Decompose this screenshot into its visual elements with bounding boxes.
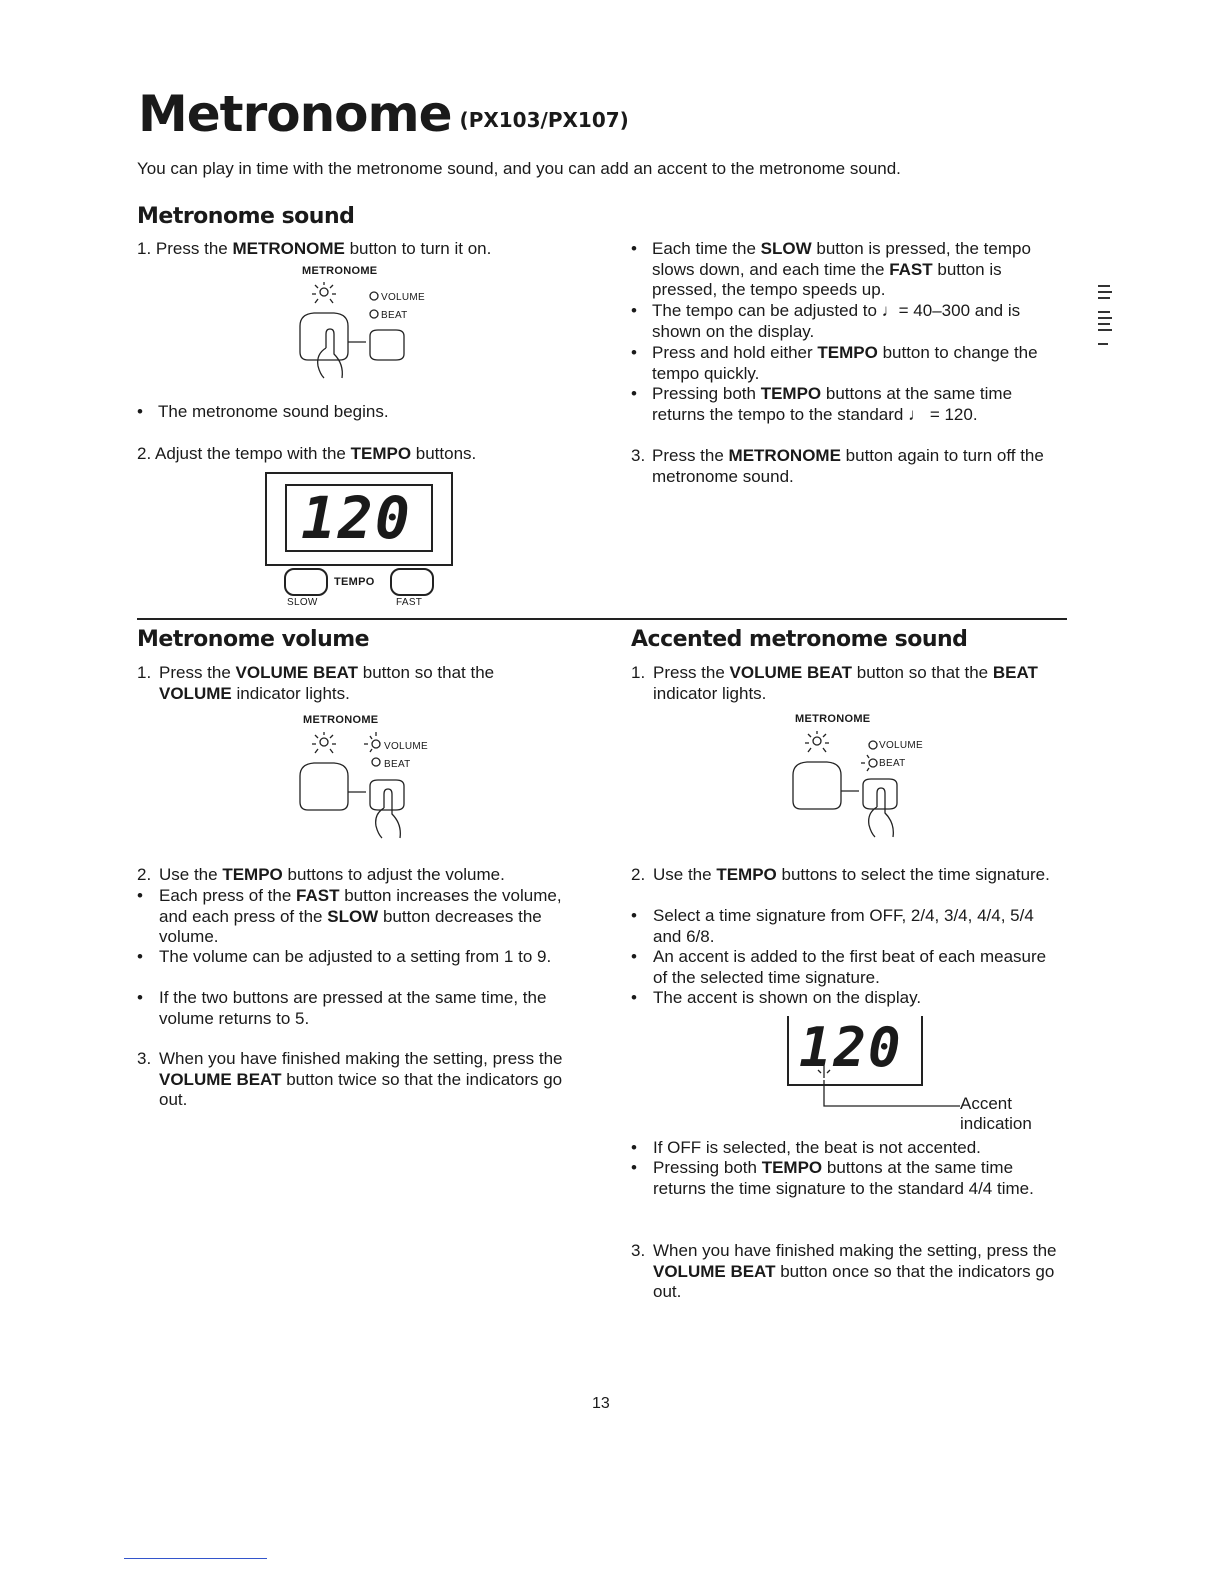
accent-step-1 (631, 663, 1058, 704)
diagram-metronome-label: METRONOME (795, 713, 871, 725)
bullet: • (137, 886, 143, 905)
text: button decreases the volume. (159, 906, 542, 947)
text: button twice so that the indicators go out. (159, 1069, 563, 1110)
sound-bullet-4 (631, 384, 1058, 425)
text: When you have finished making the setting, press the (159, 1049, 563, 1068)
sound-bullet-3 (631, 343, 1058, 384)
bullet-text: The accent is shown on the display. (653, 988, 922, 1007)
text: Press the (159, 663, 236, 682)
step-number: 1. (631, 663, 646, 682)
step-bold: METRONOME (232, 239, 345, 258)
step-text (631, 865, 1058, 886)
text: Press the (653, 663, 730, 682)
diagram-volume-label: VOLUME (384, 741, 429, 752)
bold: VOLUME BEAT (159, 1069, 282, 1089)
text: When you have finished making the setting, press the (653, 1241, 1057, 1260)
step-text (631, 1241, 1058, 1303)
model-numbers: (PX103/PX107) (459, 108, 629, 132)
sound-bullet-1 (631, 239, 1058, 301)
sound-step-1 (137, 239, 577, 260)
text: button so that the (852, 663, 993, 682)
bullet-text: If the two buttons are pressed at the same time, the volume returns to 5. (159, 988, 547, 1028)
step-number: 3. (631, 446, 646, 465)
text: indicator lights. (231, 683, 350, 703)
bullet: • (137, 988, 143, 1007)
title-text: Metronome (138, 85, 452, 143)
bold: FAST (296, 886, 340, 905)
volume-step-2 (137, 865, 564, 886)
text: Pressing both (653, 1158, 762, 1177)
bold: METRONOME (728, 446, 841, 465)
text: Each time the (652, 239, 761, 258)
bullet-text: The volume can be adjusted to a setting from 1 to 9. (159, 947, 552, 966)
bullet: • (631, 301, 637, 320)
bullet: • (631, 239, 637, 258)
text: Press the (652, 446, 729, 465)
slow-label: SLOW (287, 597, 318, 608)
bold: TEMPO (760, 384, 822, 403)
step-number: 2. (631, 865, 646, 884)
heading-metronome-sound: Metronome sound (137, 204, 355, 229)
bullet: • (631, 343, 637, 362)
scan-marks (1094, 280, 1124, 350)
step-number: 3. (631, 1241, 646, 1260)
sound-step-3 (631, 446, 1058, 487)
text: Pressing both (652, 384, 761, 403)
bold: SLOW (327, 906, 379, 926)
volume-bullet-2 (137, 947, 564, 968)
text: buttons at the same time returns the tempo to the standard ♩ = 120. (652, 384, 1013, 424)
step-number: 3. (137, 1049, 152, 1068)
bullet: • (631, 1158, 637, 1177)
footer-line (124, 1558, 267, 1559)
diagram-volume-label: VOLUME (381, 292, 426, 303)
accent-bullet-2 (631, 947, 1058, 988)
bullet-text (631, 343, 1058, 384)
bold: TEMPO (761, 1158, 823, 1177)
step-text (137, 663, 564, 704)
fast-button[interactable] (390, 568, 434, 596)
text: Use the (653, 865, 717, 884)
diagram-metronome-label: METRONOME (303, 714, 379, 726)
bold: TEMPO (716, 865, 777, 884)
bold: VOLUME (159, 683, 232, 703)
step-text (631, 663, 1058, 704)
text: buttons to select the time signature. (776, 865, 1050, 884)
diagram-beat-label: BEAT (381, 310, 408, 321)
tempo-display-frame (265, 472, 453, 566)
volume-step-3 (137, 1049, 564, 1111)
heading-accented-metronome: Accented metronome sound (631, 627, 968, 652)
bold: VOLUME BEAT (653, 1261, 776, 1281)
slow-button[interactable] (284, 568, 328, 596)
lcd-value: 120 (301, 484, 412, 552)
volume-step-1 (137, 663, 564, 704)
step-text: Press the (155, 239, 233, 258)
bullet-text (631, 384, 1058, 425)
diagram-volume-label: VOLUME (879, 740, 924, 751)
step-number: 1. (137, 239, 152, 258)
diagram-metronome-label: METRONOME (302, 265, 378, 277)
bullet-text: An accent is added to the first beat of each measure of the selected time signature. (653, 947, 1047, 987)
text: button is pressed, the tempo slows down, and each time the (652, 239, 1031, 279)
section-divider (137, 618, 1067, 620)
step-text: Adjust the tempo with the (154, 444, 351, 463)
bullet-text: Select a time signature from OFF, 2/4, 3/4, 4/4, 5/4 and 6/8. (653, 906, 1034, 946)
bold: FAST (889, 259, 933, 279)
text: Each press of the (159, 886, 297, 905)
text: button so that the (358, 663, 495, 682)
bold: SLOW (760, 239, 812, 258)
tempo-label: TEMPO (334, 576, 375, 588)
bullet-text (137, 886, 564, 948)
accent-step-2 (631, 865, 1058, 886)
bold: TEMPO (222, 865, 283, 884)
accent-step-3 (631, 1241, 1058, 1303)
bold: VOLUME BEAT (729, 663, 853, 682)
lcd-value: 120 (799, 1016, 903, 1079)
bullet-text: The metronome sound begins. (158, 402, 389, 421)
text: buttons to adjust the volume. (282, 865, 505, 884)
step-text (137, 1049, 564, 1111)
page-title (138, 84, 629, 150)
bullet: • (137, 947, 143, 966)
sound-bullet-begins (137, 402, 577, 423)
text: button to change the tempo quickly. (652, 343, 1038, 383)
volume-bullet-3 (137, 988, 564, 1029)
accent-bullet-1 (631, 906, 1058, 947)
bullet: • (631, 947, 637, 966)
step-text: buttons. (411, 444, 477, 463)
fast-label: FAST (396, 597, 423, 608)
tempo-display (285, 484, 433, 552)
diagram-beat-label: BEAT (384, 759, 411, 770)
page-number: 13 (592, 1395, 610, 1412)
bold: VOLUME BEAT (235, 663, 359, 682)
text: button is pressed, the tempo speeds up. (652, 259, 1002, 300)
heading-metronome-volume: Metronome volume (137, 627, 370, 652)
bullet: • (137, 402, 143, 421)
text: button increases the volume, and each press of the (159, 886, 562, 926)
diagram-beat-label: BEAT (879, 758, 906, 769)
sound-step-2 (137, 444, 577, 465)
bullet: • (631, 906, 637, 925)
accent-bullet-4 (631, 1138, 1058, 1159)
accent-bullet-3 (631, 988, 1058, 1009)
bullet-text: If OFF is selected, the beat is not accented. (653, 1138, 981, 1157)
text: Press and hold either (652, 343, 818, 362)
volume-bullet-1 (137, 886, 564, 948)
bullet-text (631, 1158, 1058, 1199)
text: indicator lights. (653, 683, 767, 703)
bullet: • (631, 1138, 637, 1157)
text: button once so that the indicators go out. (653, 1261, 1055, 1302)
bullet-text: The tempo can be adjusted to ♩= 40–300 and is shown on the display. (652, 301, 1021, 341)
bold: TEMPO (817, 343, 878, 362)
text: buttons at the same time returns the time signature to the standard 4/4 time. (653, 1158, 1034, 1198)
step-text (631, 446, 1058, 487)
accent-pointer (800, 1064, 960, 1114)
accent-label-2: indication (960, 1114, 1032, 1133)
bullet-text (631, 239, 1058, 301)
text: Use the (159, 865, 223, 884)
sound-bullet-2 (631, 301, 1058, 342)
accent-bullet-5 (631, 1158, 1058, 1199)
bullet: • (631, 384, 637, 403)
step-text (137, 865, 564, 886)
step-number: 2. (137, 444, 152, 463)
intro-text: You can play in time with the metronome sound, and you can add an accent to the metronome sound. (137, 159, 901, 178)
bold: BEAT (992, 663, 1038, 682)
step-number: 2. (137, 865, 152, 884)
step-text: button to turn it on. (344, 239, 492, 258)
bullet: • (631, 988, 637, 1007)
step-bold: TEMPO (350, 444, 412, 463)
text: button again to turn off the metronome sound. (652, 446, 1044, 486)
step-number: 1. (137, 663, 152, 682)
accent-label-1: Accent (960, 1094, 1012, 1113)
